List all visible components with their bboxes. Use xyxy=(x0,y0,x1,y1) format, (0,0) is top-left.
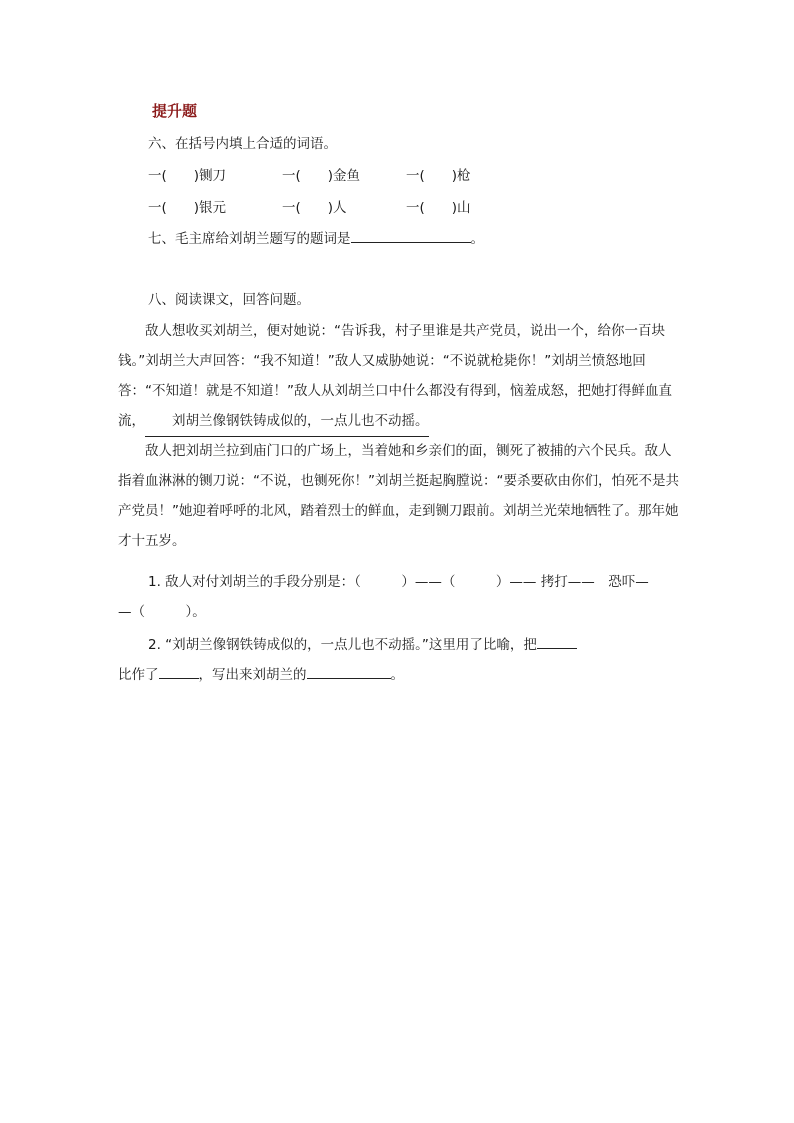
q8-sub2-text-c: 。 xyxy=(390,667,404,683)
passage-paragraph-1 xyxy=(118,316,680,437)
passage-paragraph-1-text: 敌人想收买刘胡兰，便对她说：“告诉我，村子里谁是共产党员，说出一个，给你一百块钱。”刘胡兰大声回答：“我不知道！”敌人又威胁她说：“不说就枪毙你！”刘胡兰愤怒地回答：“不知道！就是不知道！”敌人从刘胡兰口中什么都没有得到，恼羞成怒，把她打得鲜血直流， xyxy=(118,323,672,429)
section-title: 提升题 xyxy=(152,102,198,120)
q7-line xyxy=(148,228,484,249)
passage-paragraph-2-text: 敌人把刘胡兰拉到庙门口的广场上，当着她和乡亲们的面，铡死了被捕的六个民兵。敌人指着血淋淋的铡刀说：“不说，也铡死你！”刘胡兰挺起胸膛说：“要杀要砍由你们，怕死不是共产党员！”她迎着呼呼的北风，踏着烈士的鲜血，走到铡刀跟前。刘胡兰光荣地牺牲了。那年她才十五岁。 xyxy=(118,443,679,549)
q7-prompt: 七、毛主席给刘胡兰题写的题词是 xyxy=(148,231,351,247)
q6-prompt: 六、在括号内填上合适的词语。 xyxy=(148,136,337,152)
q8-sub2-blank-1[interactable] xyxy=(537,634,577,649)
q8-sub2-text-a: 比作了 xyxy=(118,667,159,683)
q6-item-2: 一( )金鱼 xyxy=(282,168,361,184)
q8-sub2-text: 2. “刘胡兰像钢铁铸成似的，一点儿也不动摇。”这里用了比喻，把 xyxy=(148,637,537,653)
q8-sub2-blank-2[interactable] xyxy=(159,664,199,679)
q6-item-6: 一( )山 xyxy=(406,200,471,216)
q8-sub2-line2 xyxy=(118,664,404,685)
passage-underlined-sentence: 刘胡兰像钢铁铸成似的，一点儿也不动摇。 xyxy=(145,406,429,437)
q7-end: 。 xyxy=(470,231,484,247)
q8-prompt: 八、阅读课文，回答问题。 xyxy=(148,292,310,308)
q6-item-3: 一( )枪 xyxy=(406,168,471,184)
q6-item-4: 一( )银元 xyxy=(148,200,227,216)
q8-sub2-text-b: ，写出来刘胡兰的 xyxy=(198,667,307,683)
q7-answer-blank[interactable] xyxy=(351,228,471,243)
q8-sub1-line1: 1. 敌人对付刘胡兰的手段分别是：（ ）——（ ）—— 拷打—— 恐吓— xyxy=(148,574,649,590)
q6-item-5: 一( )人 xyxy=(282,200,347,216)
q6-item-1: 一( )铡刀 xyxy=(148,168,227,184)
q8-sub2-blank-3[interactable] xyxy=(307,664,391,679)
q8-sub1-line2: —（ ）。 xyxy=(118,604,206,620)
q8-sub2-line1 xyxy=(148,634,577,655)
passage-paragraph-2 xyxy=(118,436,680,556)
